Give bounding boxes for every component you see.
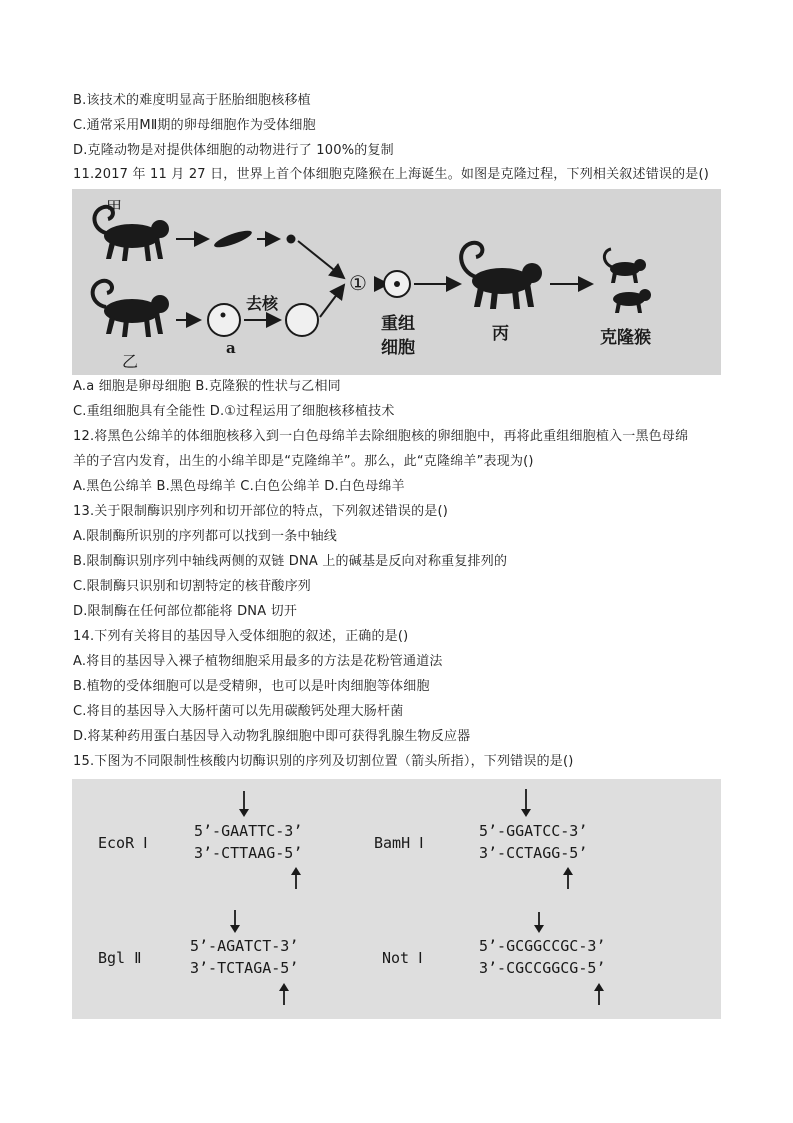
enzyme-name: Bgl Ⅱ [98, 949, 142, 967]
sequence-bottom: 3’-TCTAGA-5’ [190, 959, 299, 977]
nucleus-icon [287, 235, 296, 244]
sequence-bottom: 3’-CTTAAG-5’ [194, 844, 303, 862]
up-arrow-icon [279, 983, 289, 1005]
label-yi: 乙 [122, 352, 139, 371]
label-cell-a: a [226, 339, 236, 357]
sequence-top: 5’-GCGGCCGC-3’ [479, 937, 606, 955]
sequence-top: 5’-AGATCT-3’ [190, 937, 299, 955]
up-arrow-icon [563, 867, 573, 889]
down-arrow-icon [239, 791, 249, 817]
q11-options-cd: C.重组细胞具有全能性 D.①过程运用了细胞核移植技术 [73, 404, 395, 419]
q12-options: A.黑色公绵羊 B.黑色母绵羊 C.白色公绵羊 D.白色母绵羊 [73, 479, 405, 494]
option-c-line: C.通常采用MⅡ期的卵母细胞作为受体细胞 [73, 118, 316, 133]
label-enucleate: 去核 [246, 294, 279, 313]
enzyme-name: BamH Ⅰ [374, 834, 424, 852]
sequence-bottom: 3’-CCTAGG-5’ [479, 844, 588, 862]
q14-option-d: D.将某种药用蛋白基因导入动物乳腺细胞中即可获得乳腺生物反应器 [73, 729, 471, 744]
q13-option-c: C.限制酶只识别和切割特定的核苷酸序列 [73, 579, 312, 594]
q14-option-a: A.将目的基因导入裸子植物细胞采用最多的方法是花粉管通道法 [73, 654, 443, 669]
question-12-stem-line2: 羊的子宫内发育，出生的小绵羊即是“克隆绵羊”。那么，此“克隆绵羊”表现为() [73, 454, 534, 469]
sequence-top: 5’-GGATCC-3’ [479, 822, 588, 840]
q11-options-ab: A.a 细胞是卵母细胞 B.克隆猴的性状与乙相同 [73, 379, 341, 394]
cloning-process-figure [72, 189, 721, 375]
up-arrow-icon [291, 867, 301, 889]
label-bing: 丙 [492, 324, 509, 344]
label-jia: 甲 [106, 198, 123, 217]
arrow-icon [298, 241, 344, 278]
cut-site-arrows [72, 779, 721, 1019]
enzyme-name: Not Ⅰ [382, 949, 423, 967]
enucleated-oocyte-icon [286, 304, 318, 336]
monkey-yi-icon [93, 281, 169, 337]
cloned-monkeys-icon [604, 249, 651, 313]
sequence-top: 5’-GAATTC-3’ [194, 822, 303, 840]
up-arrow-icon [594, 983, 604, 1005]
q14-option-c: C.将目的基因导入大肠杆菌可以先用碳酸钙处理大肠杆菌 [73, 704, 404, 719]
label-step-1: ① [349, 271, 367, 295]
enzyme-name: EcoR Ⅰ [98, 834, 148, 852]
option-b-line: B.该技术的难度明显高于胚胎细胞核移植 [73, 93, 311, 108]
option-d-line: D.克隆动物是对提供体细胞的动物进行了 100%的复制 [73, 143, 394, 158]
q13-option-a: A.限制酶所识别的序列都可以找到一条中轴线 [73, 529, 337, 544]
q14-option-b: B.植物的受体细胞可以是受精卵，也可以是叶肉细胞等体细胞 [73, 679, 430, 694]
question-15-stem: 15.下图为不同限制性核酸内切酶识别的序列及切割位置（箭头所指），下列错误的是() [73, 754, 574, 769]
oocyte-icon [208, 304, 240, 336]
down-arrow-icon [230, 910, 240, 933]
down-arrow-icon [521, 789, 531, 817]
question-12-stem-line1: 12.将黑色公绵羊的体细胞核移入到一白色母绵羊去除细胞核的卵细胞中，再将此重组细胞植入一黑色母绵 [73, 429, 689, 444]
arrow-icon [320, 285, 344, 317]
down-arrow-icon [534, 912, 544, 933]
sequence-bottom: 3’-CGCCGGCG-5’ [479, 959, 606, 977]
label-recombinant-line1: 重组 [381, 314, 415, 334]
somatic-cell-icon [212, 227, 253, 250]
question-14-stem: 14.下列有关将目的基因导入受体细胞的叙述，正确的是() [73, 629, 409, 644]
monkey-bing-icon [461, 243, 542, 309]
label-clone-monkey: 克隆猴 [600, 328, 651, 348]
question-13-stem: 13.关于限制酶识别序列和切开部位的特点，下列叙述错误的是() [73, 504, 449, 519]
restriction-enzyme-figure [72, 779, 721, 1019]
q13-option-d: D.限制酶在任何部位都能将 DNA 切开 [73, 604, 298, 619]
label-recombinant-line2: 细胞 [381, 338, 415, 358]
q13-option-b: B.限制酶识别序列中轴线两侧的双链 DNA 上的碱基是反向对称重复排列的 [73, 554, 508, 569]
question-11-stem: 11.2017 年 11 月 27 日，世界上首个体细胞克隆猴在上海诞生。如图是克隆过程，下列相关叙述错误的是() [73, 167, 710, 182]
